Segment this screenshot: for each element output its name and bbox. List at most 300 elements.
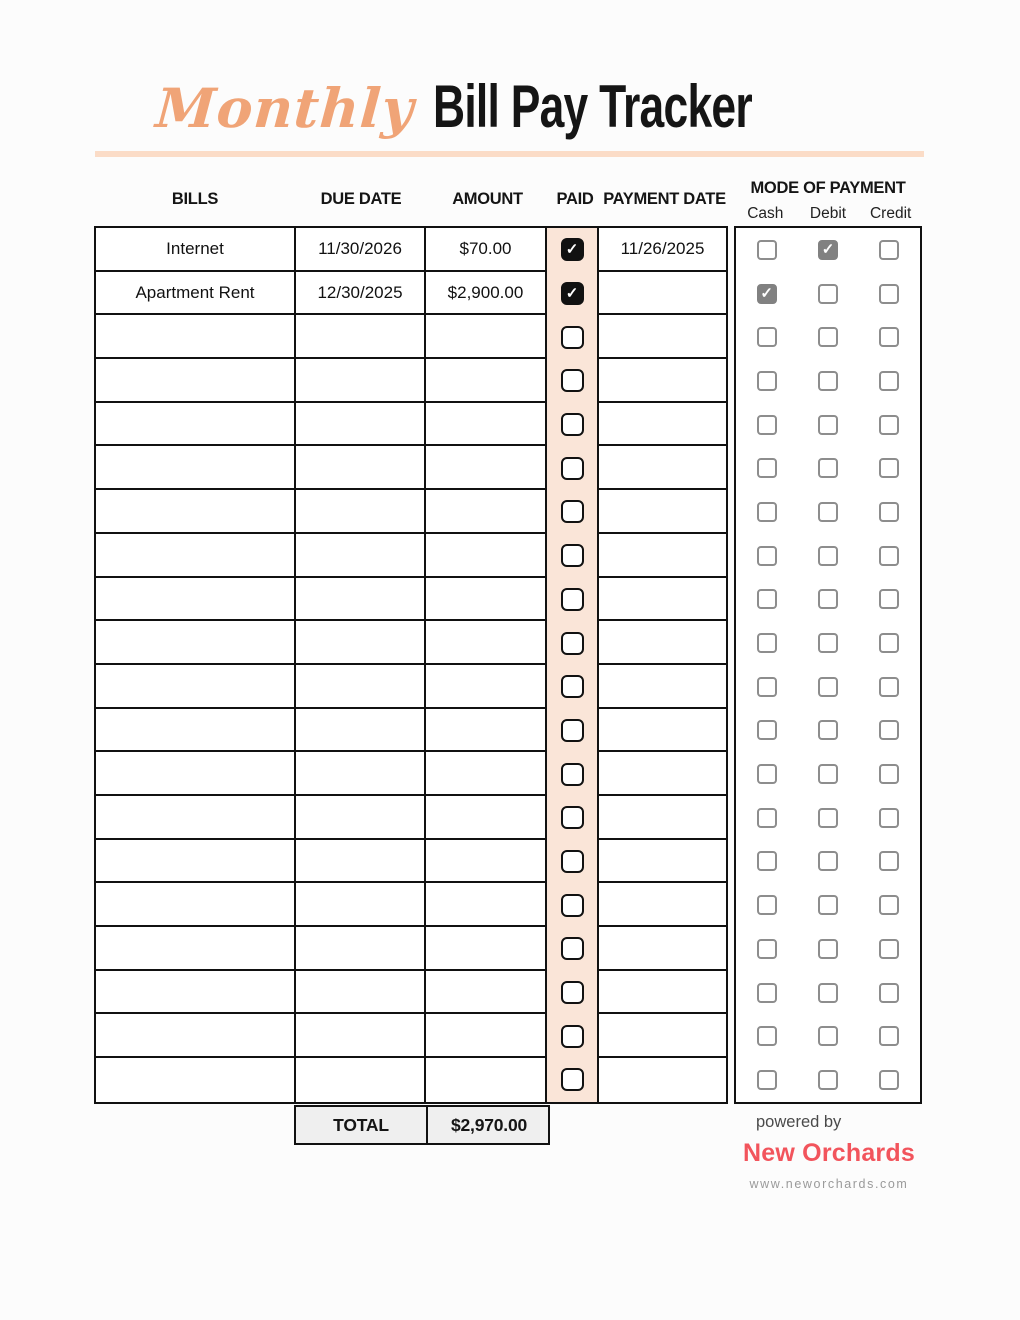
mode-row <box>736 971 920 1015</box>
paid-cell <box>547 403 599 447</box>
credit-cell <box>859 315 920 359</box>
title-main-text: Bill Pay Tracker <box>432 73 752 140</box>
total-label: TOTAL <box>296 1107 428 1143</box>
cash-checkbox[interactable] <box>757 327 777 347</box>
credit-cell <box>859 796 920 840</box>
table-row <box>96 665 726 709</box>
amount-cell[interactable] <box>426 446 547 490</box>
debit-cell <box>797 403 858 447</box>
bill-name-cell[interactable] <box>96 1058 296 1102</box>
footer <box>733 1113 925 1191</box>
paid-cell <box>547 1058 599 1102</box>
title-script-word: Monthly <box>154 76 417 140</box>
payment-date-cell[interactable] <box>599 796 726 840</box>
debit-cell <box>797 1014 858 1058</box>
header-bills: BILLS <box>171 190 219 208</box>
amount-cell[interactable] <box>426 796 547 840</box>
cash-checkbox[interactable] <box>757 939 777 959</box>
cash-checkbox[interactable] <box>757 589 777 609</box>
cash-checkbox[interactable] <box>757 502 777 522</box>
bill-name-cell[interactable] <box>96 403 296 447</box>
amount-cell[interactable] <box>426 403 547 447</box>
paid-cell <box>547 1014 599 1058</box>
debit-checkbox[interactable] <box>818 415 838 435</box>
header-debit: Debit <box>809 205 847 222</box>
paid-cell <box>547 927 599 971</box>
debit-checkbox[interactable] <box>818 240 838 260</box>
payment-date-cell[interactable] <box>599 971 726 1015</box>
payment-date-cell[interactable] <box>599 883 726 927</box>
payment-date-cell[interactable] <box>599 490 726 534</box>
paid-checkbox[interactable] <box>561 981 584 1004</box>
paid-checkbox[interactable] <box>561 588 584 611</box>
credit-checkbox[interactable] <box>879 240 899 260</box>
credit-checkbox[interactable] <box>879 371 899 391</box>
cash-cell <box>736 359 797 403</box>
credit-checkbox[interactable] <box>879 633 899 653</box>
due-date-cell[interactable] <box>296 578 426 622</box>
due-date-cell[interactable] <box>296 315 426 359</box>
payment-date-cell[interactable] <box>599 534 726 578</box>
debit-checkbox[interactable] <box>818 458 838 478</box>
powered-by-label: powered by <box>756 1113 842 1131</box>
amount-cell[interactable] <box>426 971 547 1015</box>
mode-row <box>736 796 920 840</box>
mode-of-payment-box <box>734 226 922 1104</box>
payment-date-cell[interactable] <box>599 1058 726 1102</box>
debit-checkbox[interactable] <box>818 1070 838 1090</box>
credit-cell <box>859 359 920 403</box>
due-date-cell[interactable] <box>296 971 426 1015</box>
bill-name-cell[interactable]: Apartment Rent <box>96 272 296 316</box>
debit-cell <box>797 228 858 272</box>
mode-row <box>736 621 920 665</box>
debit-cell <box>797 446 858 490</box>
mode-row <box>736 840 920 884</box>
cash-checkbox[interactable] <box>757 240 777 260</box>
due-date-cell[interactable]: 11/30/2026 <box>296 228 426 272</box>
credit-checkbox[interactable] <box>879 458 899 478</box>
debit-checkbox[interactable] <box>818 677 838 697</box>
checkmark-icon: ✓ <box>760 285 773 303</box>
mode-sublabels <box>734 205 922 223</box>
credit-checkbox[interactable] <box>879 546 899 566</box>
credit-cell <box>859 709 920 753</box>
mode-row <box>736 1058 920 1102</box>
mode-row <box>736 490 920 534</box>
credit-cell <box>859 971 920 1015</box>
amount-cell[interactable] <box>426 621 547 665</box>
page-title <box>0 72 1020 141</box>
credit-cell <box>859 621 920 665</box>
credit-cell <box>859 840 920 884</box>
debit-cell <box>797 1058 858 1102</box>
credit-checkbox[interactable] <box>879 851 899 871</box>
bill-name-cell[interactable] <box>96 796 296 840</box>
paid-checkbox[interactable] <box>561 238 584 261</box>
paid-cell <box>547 752 599 796</box>
header-payment-date: PAYMENT DATE <box>603 190 726 208</box>
paid-checkbox[interactable] <box>561 937 584 960</box>
bill-name-cell[interactable] <box>96 534 296 578</box>
amount-cell[interactable] <box>426 927 547 971</box>
due-date-cell[interactable] <box>296 709 426 753</box>
debit-cell <box>797 752 858 796</box>
payment-date-cell[interactable] <box>599 840 726 884</box>
cash-cell <box>736 446 797 490</box>
bill-name-cell[interactable] <box>96 709 296 753</box>
due-date-cell[interactable] <box>296 883 426 927</box>
paid-checkbox[interactable] <box>561 763 584 786</box>
debit-checkbox[interactable] <box>818 546 838 566</box>
table-row <box>96 446 726 490</box>
paid-checkbox[interactable] <box>561 544 584 567</box>
cash-cell <box>736 665 797 709</box>
credit-cell <box>859 752 920 796</box>
amount-cell[interactable]: $70.00 <box>426 228 547 272</box>
credit-cell <box>859 446 920 490</box>
table-row <box>96 534 726 578</box>
mode-row <box>736 665 920 709</box>
due-date-cell[interactable] <box>296 1014 426 1058</box>
cash-checkbox[interactable] <box>757 764 777 784</box>
credit-checkbox[interactable] <box>879 677 899 697</box>
payment-date-cell[interactable] <box>599 315 726 359</box>
debit-cell <box>797 840 858 884</box>
bill-name-cell[interactable] <box>96 665 296 709</box>
table-row <box>96 796 726 840</box>
header-mode-of-payment: MODE OF PAYMENT <box>750 179 906 197</box>
debit-checkbox[interactable] <box>818 371 838 391</box>
payment-date-cell[interactable] <box>599 578 726 622</box>
amount-cell[interactable] <box>426 359 547 403</box>
credit-checkbox[interactable] <box>879 764 899 784</box>
credit-cell <box>859 883 920 927</box>
amount-cell[interactable] <box>426 315 547 359</box>
paid-cell <box>547 621 599 665</box>
amount-cell[interactable] <box>426 578 547 622</box>
due-date-cell[interactable] <box>296 840 426 884</box>
mode-row <box>736 883 920 927</box>
amount-cell[interactable] <box>426 709 547 753</box>
amount-cell[interactable] <box>426 752 547 796</box>
debit-cell <box>797 927 858 971</box>
mode-row <box>736 578 920 622</box>
header-paid: PAID <box>556 190 594 208</box>
cash-cell <box>736 228 797 272</box>
paid-checkbox[interactable] <box>561 719 584 742</box>
cash-checkbox[interactable] <box>757 677 777 697</box>
checkmark-icon: ✓ <box>565 241 579 259</box>
cash-cell <box>736 490 797 534</box>
table-row <box>96 883 726 927</box>
amount-cell[interactable] <box>426 840 547 884</box>
main-table-body <box>94 226 728 1104</box>
credit-checkbox[interactable] <box>879 415 899 435</box>
cash-checkbox[interactable] <box>757 284 777 304</box>
cash-cell <box>736 752 797 796</box>
credit-cell <box>859 228 920 272</box>
cash-cell <box>736 1058 797 1102</box>
due-date-cell[interactable] <box>296 403 426 447</box>
debit-checkbox[interactable] <box>818 808 838 828</box>
debit-cell <box>797 578 858 622</box>
credit-cell <box>859 665 920 709</box>
cash-cell <box>736 971 797 1015</box>
cash-checkbox[interactable] <box>757 851 777 871</box>
cash-cell <box>736 534 797 578</box>
table-row <box>96 272 726 316</box>
amount-cell[interactable] <box>426 1014 547 1058</box>
credit-checkbox[interactable] <box>879 589 899 609</box>
paid-cell <box>547 272 599 316</box>
debit-cell <box>797 621 858 665</box>
bill-name-cell[interactable]: Internet <box>96 228 296 272</box>
cash-checkbox[interactable] <box>757 808 777 828</box>
mode-row <box>736 446 920 490</box>
table-row <box>96 578 726 622</box>
payment-date-cell[interactable] <box>599 665 726 709</box>
due-date-cell[interactable] <box>296 752 426 796</box>
mode-row <box>736 403 920 447</box>
credit-checkbox[interactable] <box>879 1026 899 1046</box>
paid-cell <box>547 228 599 272</box>
paid-checkbox[interactable] <box>561 850 584 873</box>
amount-cell[interactable] <box>426 665 547 709</box>
credit-checkbox[interactable] <box>879 983 899 1003</box>
debit-checkbox[interactable] <box>818 1026 838 1046</box>
payment-date-cell[interactable] <box>599 1014 726 1058</box>
header-due-date: DUE DATE <box>320 190 402 208</box>
debit-cell <box>797 359 858 403</box>
bill-name-cell[interactable] <box>96 752 296 796</box>
amount-cell[interactable]: $2,900.00 <box>426 272 547 316</box>
credit-cell <box>859 578 920 622</box>
due-date-cell[interactable] <box>296 1058 426 1102</box>
cash-cell <box>736 840 797 884</box>
paid-checkbox[interactable] <box>561 1025 584 1048</box>
table-row <box>96 927 726 971</box>
credit-cell <box>859 1058 920 1102</box>
table-row <box>96 228 726 272</box>
paid-checkbox[interactable] <box>561 500 584 523</box>
cash-cell <box>736 709 797 753</box>
paid-checkbox[interactable] <box>561 282 584 305</box>
paid-cell <box>547 446 599 490</box>
paid-cell <box>547 709 599 753</box>
credit-checkbox[interactable] <box>879 808 899 828</box>
payment-date-cell[interactable] <box>599 446 726 490</box>
paid-checkbox[interactable] <box>561 369 584 392</box>
debit-cell <box>797 796 858 840</box>
credit-checkbox[interactable] <box>879 939 899 959</box>
credit-cell <box>859 1014 920 1058</box>
bill-name-cell[interactable] <box>96 359 296 403</box>
payment-date-cell[interactable] <box>599 359 726 403</box>
cash-checkbox[interactable] <box>757 895 777 915</box>
paid-cell <box>547 315 599 359</box>
due-date-cell[interactable]: 12/30/2025 <box>296 272 426 316</box>
mode-row <box>736 709 920 753</box>
credit-checkbox[interactable] <box>879 327 899 347</box>
cash-checkbox[interactable] <box>757 720 777 740</box>
amount-cell[interactable] <box>426 534 547 578</box>
header-amount: AMOUNT <box>452 190 523 208</box>
cash-cell <box>736 883 797 927</box>
total-row <box>294 1105 550 1145</box>
cash-checkbox[interactable] <box>757 458 777 478</box>
paid-cell <box>547 883 599 927</box>
credit-checkbox[interactable] <box>879 720 899 740</box>
bill-name-cell[interactable] <box>96 446 296 490</box>
debit-checkbox[interactable] <box>818 720 838 740</box>
cash-cell <box>736 621 797 665</box>
payment-date-cell[interactable] <box>599 403 726 447</box>
due-date-cell[interactable] <box>296 359 426 403</box>
due-date-cell[interactable] <box>296 927 426 971</box>
bill-name-cell[interactable] <box>96 883 296 927</box>
debit-checkbox[interactable] <box>818 284 838 304</box>
paid-cell <box>547 665 599 709</box>
paid-cell <box>547 490 599 534</box>
cash-checkbox[interactable] <box>757 633 777 653</box>
bill-name-cell[interactable] <box>96 315 296 359</box>
due-date-cell[interactable] <box>296 621 426 665</box>
amount-cell[interactable] <box>426 490 547 534</box>
header-credit: Credit <box>869 205 912 222</box>
credit-cell <box>859 272 920 316</box>
paid-checkbox[interactable] <box>561 675 584 698</box>
cash-checkbox[interactable] <box>757 415 777 435</box>
credit-cell <box>859 490 920 534</box>
mode-row <box>736 359 920 403</box>
payment-date-cell[interactable]: 11/26/2025 <box>599 228 726 272</box>
debit-checkbox[interactable] <box>818 327 838 347</box>
debit-checkbox[interactable] <box>818 589 838 609</box>
cash-checkbox[interactable] <box>757 546 777 566</box>
paid-cell <box>547 534 599 578</box>
bill-name-cell[interactable] <box>96 927 296 971</box>
cash-cell <box>736 578 797 622</box>
paid-checkbox[interactable] <box>561 413 584 436</box>
credit-checkbox[interactable] <box>879 284 899 304</box>
debit-cell <box>797 971 858 1015</box>
mode-row <box>736 1014 920 1058</box>
bill-name-cell[interactable] <box>96 578 296 622</box>
payment-date-cell[interactable] <box>599 272 726 316</box>
paid-cell <box>547 840 599 884</box>
credit-checkbox[interactable] <box>879 1070 899 1090</box>
bill-name-cell[interactable] <box>96 1014 296 1058</box>
website-url: www.neworchards.com <box>749 1177 909 1191</box>
debit-checkbox[interactable] <box>818 939 838 959</box>
amount-cell[interactable] <box>426 883 547 927</box>
cash-checkbox[interactable] <box>757 983 777 1003</box>
mode-row <box>736 534 920 578</box>
header-cash: Cash <box>747 205 784 222</box>
table-row <box>96 752 726 796</box>
cash-cell <box>736 1014 797 1058</box>
title-underline-divider <box>95 151 924 157</box>
table-row <box>96 1014 726 1058</box>
cash-checkbox[interactable] <box>757 371 777 391</box>
paid-checkbox[interactable] <box>561 1068 584 1091</box>
paid-checkbox[interactable] <box>561 894 584 917</box>
debit-checkbox[interactable] <box>818 764 838 784</box>
due-date-cell[interactable] <box>296 665 426 709</box>
checkmark-icon: ✓ <box>565 285 579 303</box>
column-headers <box>94 190 728 209</box>
brand-logo-text: New Orchards <box>743 1139 915 1167</box>
cash-cell <box>736 927 797 971</box>
table-row <box>96 359 726 403</box>
total-value: $2,970.00 <box>450 1114 528 1135</box>
cash-cell <box>736 403 797 447</box>
table-row <box>96 709 726 753</box>
cash-checkbox[interactable] <box>757 1026 777 1046</box>
debit-checkbox[interactable] <box>818 983 838 1003</box>
bill-name-cell[interactable] <box>96 490 296 534</box>
cash-cell <box>736 272 797 316</box>
table-row <box>96 315 726 359</box>
debit-checkbox[interactable] <box>818 851 838 871</box>
debit-cell <box>797 490 858 534</box>
checkmark-icon: ✓ <box>821 241 835 259</box>
table-row <box>96 621 726 665</box>
mode-row <box>736 927 920 971</box>
paid-cell <box>547 578 599 622</box>
table-row <box>96 971 726 1015</box>
bill-name-cell[interactable] <box>96 840 296 884</box>
paid-cell <box>547 359 599 403</box>
due-date-cell[interactable] <box>296 446 426 490</box>
payment-date-cell[interactable] <box>599 752 726 796</box>
table-row <box>96 840 726 884</box>
debit-cell <box>797 315 858 359</box>
credit-checkbox[interactable] <box>879 502 899 522</box>
paid-checkbox[interactable] <box>561 457 584 480</box>
bill-name-cell[interactable] <box>96 971 296 1015</box>
due-date-cell[interactable] <box>296 796 426 840</box>
mode-row <box>736 752 920 796</box>
amount-cell[interactable] <box>426 1058 547 1102</box>
paid-checkbox[interactable] <box>561 326 584 349</box>
debit-checkbox[interactable] <box>818 502 838 522</box>
paid-cell <box>547 971 599 1015</box>
credit-checkbox[interactable] <box>879 895 899 915</box>
payment-date-cell[interactable] <box>599 709 726 753</box>
mode-row <box>736 228 920 272</box>
cash-checkbox[interactable] <box>757 1070 777 1090</box>
debit-checkbox[interactable] <box>818 633 838 653</box>
debit-checkbox[interactable] <box>818 895 838 915</box>
debit-cell <box>797 272 858 316</box>
table-row <box>96 403 726 447</box>
payment-date-cell[interactable] <box>599 927 726 971</box>
debit-cell <box>797 709 858 753</box>
cash-cell <box>736 796 797 840</box>
paid-checkbox[interactable] <box>561 632 584 655</box>
bill-name-cell[interactable] <box>96 621 296 665</box>
credit-cell <box>859 927 920 971</box>
debit-cell <box>797 534 858 578</box>
due-date-cell[interactable] <box>296 534 426 578</box>
paid-checkbox[interactable] <box>561 806 584 829</box>
debit-cell <box>797 665 858 709</box>
credit-cell <box>859 403 920 447</box>
due-date-cell[interactable] <box>296 490 426 534</box>
payment-date-cell[interactable] <box>599 621 726 665</box>
